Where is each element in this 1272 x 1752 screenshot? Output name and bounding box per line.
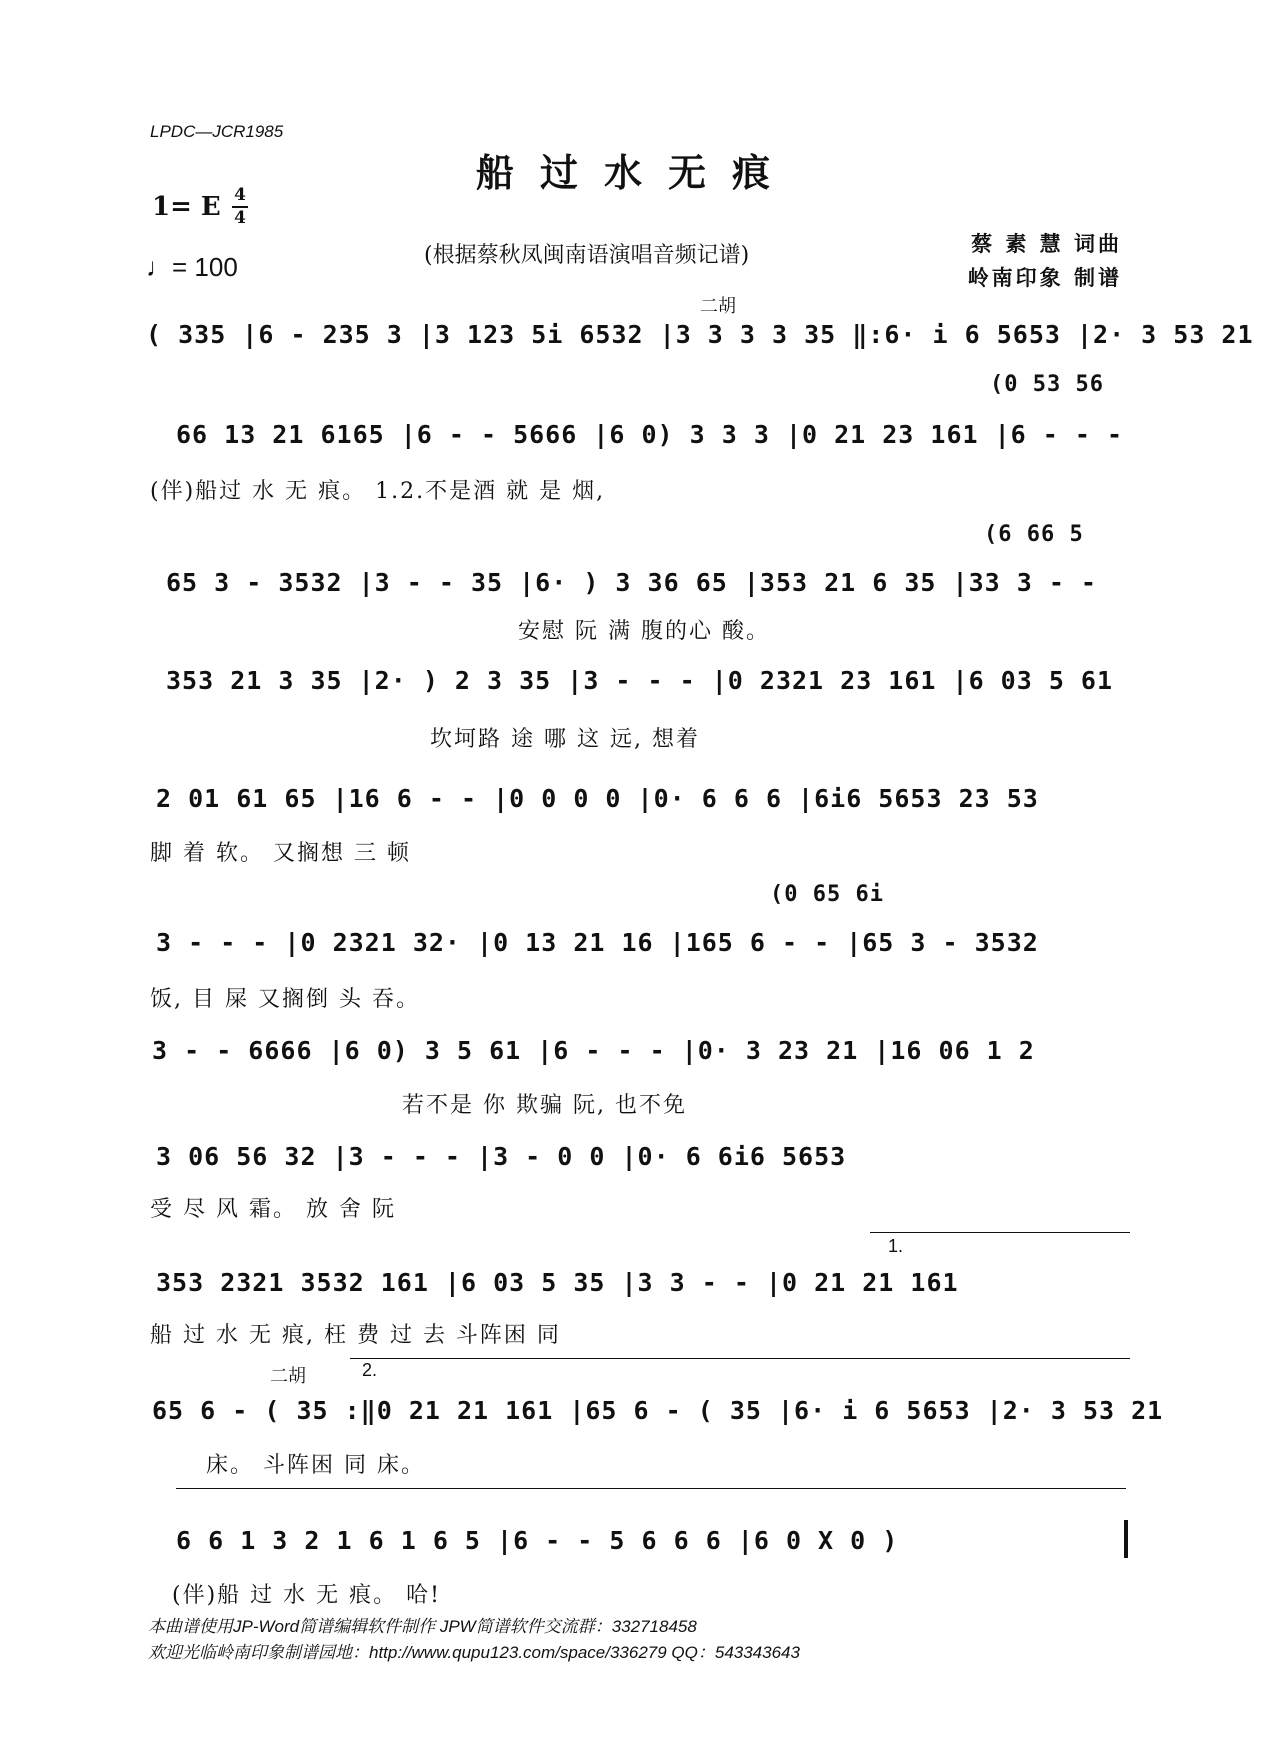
credit-score: 岭南印象 制谱 <box>967 265 1122 290</box>
score-line-8: 3 06 56 32 |3 - - - |3 - 0 0 |0· 6 6i6 5653 <box>156 1142 847 1171</box>
score-line-11: 6 6 1 3 2 1 6 1 6 5 |6 - - 5 6 6 6 |6 0 X 0 ) <box>176 1526 899 1555</box>
ending-bracket-1 <box>870 1232 1130 1233</box>
score-line-9: 353 2321 3532 161 |6 03 5 35 |3 3 - - |0 21 21 161 <box>156 1268 959 1297</box>
ending-2-label: 2. <box>362 1360 378 1380</box>
lyric-line-11: (伴)船 过 水 无 痕。 哈! <box>172 1583 441 1608</box>
time-top: 4 <box>234 185 246 205</box>
footer-line-2: 欢迎光临岭南印象制谱园地：http://www.qupu123.com/space/336279 QQ：543343643 <box>148 1643 800 1662</box>
lyric-line-9: 船 过 水 无 痕, 枉 费 过 去 斗阵困 同 <box>150 1323 561 1348</box>
lyric-line-8: 受 尽 风 霜。 放 舍 阮 <box>150 1197 396 1222</box>
score-line-7: 3 - - 6666 |6 0) 3 5 61 |6 - - - |0· 3 23 21 |16 06 1 2 <box>152 1036 1035 1065</box>
lyric-line-10: 床。 斗阵困 同 床。 <box>206 1453 425 1478</box>
score-line-10: 65 6 - ( 35 :‖0 21 21 161 |65 6 - ( 35 |6· i 6 5653 |2· 3 53 21 <box>152 1396 1164 1425</box>
time-signature <box>232 186 248 228</box>
time-bottom: 4 <box>234 208 246 228</box>
page-title: 船过水无痕 <box>475 150 796 195</box>
ending-1-label: 1. <box>888 1236 904 1256</box>
score-line-4: 353 21 3 35 |2· ) 2 3 35 |3 - - - |0 2321 23 161 |6 03 5 61 <box>166 666 1114 695</box>
lyric-line-6: 饭, 目 屎 又搁倒 头 吞。 <box>150 987 420 1012</box>
erhu-label-2: 二胡 <box>270 1366 306 1386</box>
lyric-line-3: 安慰 阮 满 腹的心 酸。 <box>518 619 770 644</box>
tempo-marking: ♩= 100 <box>146 252 238 282</box>
ending-bracket-2 <box>350 1358 1130 1359</box>
final-barline <box>1124 1520 1128 1558</box>
score-line-6: 3 - - - |0 2321 32· |0 13 21 16 |165 6 - - |65 3 - 3532 <box>156 928 1039 957</box>
score-line-1: ( 335 |6 - 235 3 |3 123 5i 6532 |3 3 3 3 35 ‖:6· i 6 5653 |2· 3 53 21 <box>146 320 1254 349</box>
erhu-label: 二胡 <box>700 296 736 316</box>
score-line-6-pre: (0 65 6i <box>770 882 884 907</box>
subtitle: (根据蔡秋凤闽南语演唱音频记谱) <box>424 243 750 268</box>
lyric-line-2: (伴)船过 水 无 痕。 1.2.不是酒 就 是 烟, <box>150 479 606 504</box>
score-line-2: 66 13 21 6165 |6 - - 5666 |6 0) 3 3 3 |0 21 23 161 |6 - - - <box>176 420 1124 449</box>
key-signature: 1= E <box>152 192 221 222</box>
score-line-3: 65 3 - 3532 |3 - - 35 |6· ) 3 36 65 |353 21 6 35 |33 3 - - <box>166 568 1097 597</box>
score-line-3-pre: (6 66 5 <box>984 522 1084 547</box>
lyric-line-5: 脚 着 软。 又搁想 三 顿 <box>150 841 411 866</box>
score-line-5: 2 01 61 65 |16 6 - - |0 0 0 0 |0· 6 6 6 |6i6 5653 23 53 <box>156 784 1039 813</box>
lyric-line-7: 若不是 你 欺骗 阮, 也不免 <box>402 1093 687 1118</box>
credit-lyrics: 蔡 素 慧 词曲 <box>971 231 1122 256</box>
footer-line-1: 本曲谱使用JP-Word简谱编辑软件制作 JPW简谱软件交流群：332718458 <box>148 1617 697 1636</box>
lyric-line-4: 坎坷路 途 哪 这 远, 想着 <box>430 727 700 752</box>
score-line-2-pre: (0 53 56 <box>990 372 1104 397</box>
score-code: LPDC—JCR1985 <box>150 122 284 141</box>
repeat-bracket <box>176 1488 1126 1489</box>
